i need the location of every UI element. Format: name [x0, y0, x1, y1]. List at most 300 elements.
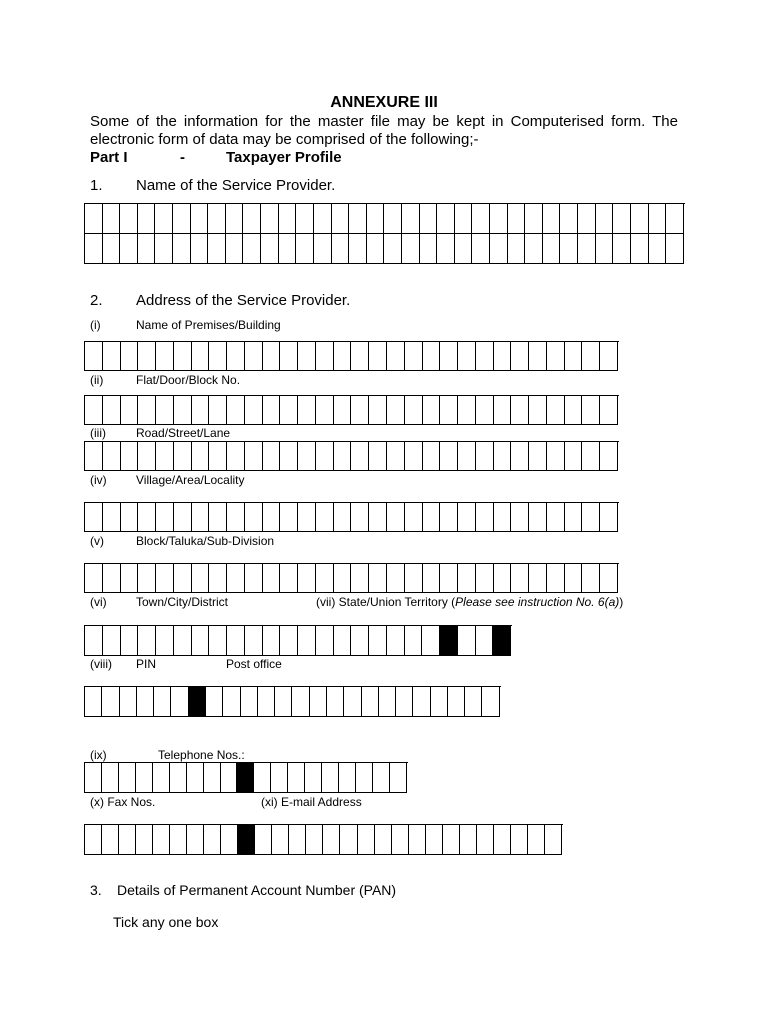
character-box[interactable]: [387, 396, 405, 425]
character-box[interactable]: [156, 626, 174, 656]
character-box[interactable]: [245, 396, 263, 425]
character-box[interactable]: [227, 342, 245, 371]
character-box[interactable]: [402, 204, 420, 234]
character-box[interactable]: [156, 396, 174, 425]
character-box[interactable]: [349, 234, 367, 264]
character-box[interactable]: [136, 763, 153, 793]
character-box[interactable]: [103, 626, 121, 656]
character-box[interactable]: [423, 442, 441, 471]
character-box[interactable]: [209, 342, 227, 371]
character-box[interactable]: [155, 234, 173, 264]
character-box[interactable]: [458, 442, 476, 471]
character-box[interactable]: [85, 687, 102, 717]
character-box[interactable]: [390, 763, 407, 793]
character-box[interactable]: [405, 442, 423, 471]
character-box[interactable]: [334, 503, 352, 532]
character-box[interactable]: [511, 342, 529, 371]
character-box[interactable]: [332, 234, 350, 264]
character-box[interactable]: [578, 204, 596, 234]
character-box[interactable]: [351, 503, 369, 532]
character-box[interactable]: [316, 564, 334, 593]
character-box[interactable]: [314, 204, 332, 234]
character-box[interactable]: [153, 763, 170, 793]
character-box[interactable]: [369, 442, 387, 471]
character-box[interactable]: [600, 342, 618, 371]
character-box[interactable]: [396, 687, 413, 717]
character-box[interactable]: [387, 503, 405, 532]
character-box[interactable]: [298, 626, 316, 656]
character-box[interactable]: [547, 564, 565, 593]
character-box[interactable]: [423, 342, 441, 371]
character-box[interactable]: [482, 687, 499, 717]
character-box[interactable]: [392, 825, 409, 855]
character-box[interactable]: [327, 687, 344, 717]
character-box[interactable]: [666, 204, 684, 234]
character-box[interactable]: [209, 396, 227, 425]
character-box[interactable]: [136, 825, 153, 855]
character-box[interactable]: [476, 342, 494, 371]
character-box[interactable]: [263, 626, 281, 656]
character-box[interactable]: [472, 204, 490, 234]
character-box[interactable]: [187, 763, 204, 793]
character-box[interactable]: [476, 626, 494, 656]
character-box[interactable]: [332, 204, 350, 234]
character-box[interactable]: [227, 396, 245, 425]
character-box[interactable]: [405, 564, 423, 593]
character-box[interactable]: [340, 825, 357, 855]
character-box[interactable]: [344, 687, 361, 717]
character-box[interactable]: [387, 564, 405, 593]
character-box[interactable]: [529, 503, 547, 532]
character-box[interactable]: [255, 825, 272, 855]
character-box[interactable]: [138, 564, 156, 593]
character-box[interactable]: [402, 234, 420, 264]
character-box[interactable]: [582, 442, 600, 471]
character-box[interactable]: [476, 503, 494, 532]
flat-door-block-boxes[interactable]: [84, 395, 619, 425]
character-box[interactable]: [156, 442, 174, 471]
character-box[interactable]: [174, 396, 192, 425]
character-box[interactable]: [596, 234, 614, 264]
character-box[interactable]: [280, 396, 298, 425]
character-box[interactable]: [289, 825, 306, 855]
character-box[interactable]: [204, 763, 221, 793]
character-box[interactable]: [206, 687, 223, 717]
character-box[interactable]: [138, 234, 156, 264]
character-box[interactable]: [511, 442, 529, 471]
character-box[interactable]: [316, 503, 334, 532]
character-box[interactable]: [103, 442, 121, 471]
character-box[interactable]: [121, 396, 139, 425]
character-box[interactable]: [334, 342, 352, 371]
character-box[interactable]: [511, 396, 529, 425]
character-box[interactable]: [476, 564, 494, 593]
character-box[interactable]: [119, 825, 136, 855]
character-box[interactable]: [525, 204, 543, 234]
character-box[interactable]: [437, 234, 455, 264]
character-box[interactable]: [138, 204, 156, 234]
character-box[interactable]: [613, 204, 631, 234]
character-box[interactable]: [458, 626, 476, 656]
character-box[interactable]: [288, 763, 305, 793]
character-box[interactable]: [280, 503, 298, 532]
character-box[interactable]: [279, 234, 297, 264]
town-city-district-state-boxes[interactable]: [84, 625, 512, 656]
character-box[interactable]: [490, 234, 508, 264]
character-box[interactable]: [298, 442, 316, 471]
character-box[interactable]: [298, 342, 316, 371]
character-box[interactable]: [103, 503, 121, 532]
character-box[interactable]: [423, 564, 441, 593]
character-box[interactable]: [547, 503, 565, 532]
character-box[interactable]: [314, 234, 332, 264]
character-box[interactable]: [263, 564, 281, 593]
character-box[interactable]: [103, 204, 121, 234]
character-box[interactable]: [192, 442, 210, 471]
character-box[interactable]: [529, 564, 547, 593]
character-box[interactable]: [221, 825, 238, 855]
character-box[interactable]: [226, 204, 244, 234]
character-box[interactable]: [275, 687, 292, 717]
character-box[interactable]: [121, 503, 139, 532]
character-box[interactable]: [600, 564, 618, 593]
character-box[interactable]: [171, 687, 188, 717]
character-box[interactable]: [296, 204, 314, 234]
character-box[interactable]: [245, 626, 263, 656]
character-box[interactable]: [455, 204, 473, 234]
character-box[interactable]: [227, 503, 245, 532]
character-box[interactable]: [565, 503, 583, 532]
character-box[interactable]: [263, 396, 281, 425]
character-box[interactable]: [631, 204, 649, 234]
character-box[interactable]: [351, 626, 369, 656]
character-box[interactable]: [296, 234, 314, 264]
premises-building-boxes[interactable]: [84, 341, 619, 371]
character-box[interactable]: [440, 342, 458, 371]
block-taluka-subdivision-boxes[interactable]: [84, 563, 619, 593]
character-box[interactable]: [280, 626, 298, 656]
character-box[interactable]: [384, 234, 402, 264]
character-box[interactable]: [305, 763, 322, 793]
character-box[interactable]: [241, 687, 258, 717]
character-box[interactable]: [261, 204, 279, 234]
character-box[interactable]: [465, 687, 482, 717]
character-box[interactable]: [547, 396, 565, 425]
character-box[interactable]: [208, 204, 226, 234]
character-box[interactable]: [191, 234, 209, 264]
character-box[interactable]: [649, 204, 667, 234]
character-box[interactable]: [582, 564, 600, 593]
character-box[interactable]: [85, 442, 103, 471]
character-box[interactable]: [375, 825, 392, 855]
character-box[interactable]: [477, 825, 494, 855]
character-box[interactable]: [263, 342, 281, 371]
character-box[interactable]: [298, 564, 316, 593]
character-box[interactable]: [85, 763, 102, 793]
character-box[interactable]: [85, 626, 103, 656]
character-box[interactable]: [119, 763, 136, 793]
character-box[interactable]: [204, 825, 221, 855]
character-box[interactable]: [226, 234, 244, 264]
character-box[interactable]: [102, 687, 119, 717]
character-box[interactable]: [369, 396, 387, 425]
character-box[interactable]: [582, 503, 600, 532]
character-box[interactable]: [102, 825, 119, 855]
service-provider-name-row-2[interactable]: [84, 234, 685, 264]
character-box[interactable]: [85, 825, 102, 855]
character-box[interactable]: [443, 825, 460, 855]
character-box[interactable]: [422, 626, 440, 656]
character-box[interactable]: [349, 204, 367, 234]
character-box[interactable]: [543, 234, 561, 264]
character-box[interactable]: [174, 564, 192, 593]
character-box[interactable]: [458, 396, 476, 425]
character-box[interactable]: [227, 626, 245, 656]
character-box[interactable]: [423, 396, 441, 425]
character-box[interactable]: [351, 564, 369, 593]
character-box[interactable]: [387, 442, 405, 471]
character-box[interactable]: [271, 763, 288, 793]
character-box[interactable]: [316, 442, 334, 471]
character-box[interactable]: [458, 503, 476, 532]
character-box[interactable]: [174, 442, 192, 471]
character-box[interactable]: [448, 687, 465, 717]
character-box[interactable]: [263, 442, 281, 471]
telephone-numbers-boxes[interactable]: [84, 762, 408, 793]
character-box[interactable]: [460, 825, 477, 855]
character-box[interactable]: [187, 825, 204, 855]
character-box[interactable]: [102, 763, 119, 793]
character-box[interactable]: [547, 442, 565, 471]
character-box[interactable]: [153, 825, 170, 855]
character-box[interactable]: [613, 234, 631, 264]
character-box[interactable]: [85, 204, 103, 234]
road-street-lane-boxes[interactable]: [84, 441, 619, 471]
character-box[interactable]: [170, 825, 187, 855]
character-box[interactable]: [494, 564, 512, 593]
character-box[interactable]: [334, 396, 352, 425]
character-box[interactable]: [209, 626, 227, 656]
character-box[interactable]: [529, 342, 547, 371]
character-box[interactable]: [334, 564, 352, 593]
character-box[interactable]: [508, 234, 526, 264]
character-box[interactable]: [306, 825, 323, 855]
character-box[interactable]: [600, 503, 618, 532]
character-box[interactable]: [494, 503, 512, 532]
character-box[interactable]: [121, 442, 139, 471]
character-box[interactable]: [138, 342, 156, 371]
character-box[interactable]: [138, 503, 156, 532]
character-box[interactable]: [379, 687, 396, 717]
character-box[interactable]: [261, 234, 279, 264]
character-box[interactable]: [155, 204, 173, 234]
character-box[interactable]: [298, 503, 316, 532]
character-box[interactable]: [298, 396, 316, 425]
character-box[interactable]: [545, 825, 562, 855]
character-box[interactable]: [191, 204, 209, 234]
character-box[interactable]: [582, 396, 600, 425]
character-box[interactable]: [209, 564, 227, 593]
character-box[interactable]: [508, 204, 526, 234]
character-box[interactable]: [565, 564, 583, 593]
character-box[interactable]: [334, 626, 352, 656]
character-box[interactable]: [173, 234, 191, 264]
character-box[interactable]: [156, 564, 174, 593]
character-box[interactable]: [565, 342, 583, 371]
character-box[interactable]: [373, 763, 390, 793]
character-box[interactable]: [243, 204, 261, 234]
character-box[interactable]: [528, 825, 545, 855]
character-box[interactable]: [223, 687, 240, 717]
character-box[interactable]: [322, 763, 339, 793]
character-box[interactable]: [369, 342, 387, 371]
character-box[interactable]: [138, 396, 156, 425]
character-box[interactable]: [174, 342, 192, 371]
character-box[interactable]: [85, 564, 103, 593]
character-box[interactable]: [156, 342, 174, 371]
character-box[interactable]: [120, 204, 138, 234]
character-box[interactable]: [154, 687, 171, 717]
character-box[interactable]: [405, 342, 423, 371]
character-box[interactable]: [221, 763, 238, 793]
character-box[interactable]: [208, 234, 226, 264]
character-box[interactable]: [85, 342, 103, 371]
character-box[interactable]: [423, 503, 441, 532]
character-box[interactable]: [440, 396, 458, 425]
character-box[interactable]: [440, 503, 458, 532]
character-box[interactable]: [560, 204, 578, 234]
character-box[interactable]: [85, 396, 103, 425]
character-box[interactable]: [525, 234, 543, 264]
character-box[interactable]: [174, 626, 192, 656]
character-box[interactable]: [192, 396, 210, 425]
character-box[interactable]: [600, 442, 618, 471]
character-box[interactable]: [494, 396, 512, 425]
character-box[interactable]: [103, 396, 121, 425]
character-box[interactable]: [458, 564, 476, 593]
character-box[interactable]: [455, 234, 473, 264]
character-box[interactable]: [458, 342, 476, 371]
character-box[interactable]: [316, 626, 334, 656]
character-box[interactable]: [103, 564, 121, 593]
character-box[interactable]: [138, 442, 156, 471]
character-box[interactable]: [413, 687, 430, 717]
character-box[interactable]: [511, 503, 529, 532]
character-box[interactable]: [323, 825, 340, 855]
character-box[interactable]: [137, 687, 154, 717]
character-box[interactable]: [156, 503, 174, 532]
fax-email-boxes[interactable]: [84, 824, 563, 855]
character-box[interactable]: [511, 825, 528, 855]
character-box[interactable]: [426, 825, 443, 855]
character-box[interactable]: [565, 396, 583, 425]
character-box[interactable]: [649, 234, 667, 264]
character-box[interactable]: [227, 442, 245, 471]
character-box[interactable]: [316, 342, 334, 371]
character-box[interactable]: [245, 342, 263, 371]
character-box[interactable]: [170, 763, 187, 793]
character-box[interactable]: [420, 204, 438, 234]
character-box[interactable]: [560, 234, 578, 264]
character-box[interactable]: [280, 564, 298, 593]
character-box[interactable]: [174, 503, 192, 532]
character-box[interactable]: [529, 442, 547, 471]
character-box[interactable]: [582, 342, 600, 371]
character-box[interactable]: [494, 825, 511, 855]
character-box[interactable]: [272, 825, 289, 855]
character-box[interactable]: [243, 234, 261, 264]
character-box[interactable]: [103, 342, 121, 371]
character-box[interactable]: [103, 234, 121, 264]
character-box[interactable]: [369, 626, 387, 656]
character-box[interactable]: [258, 687, 275, 717]
character-box[interactable]: [192, 564, 210, 593]
village-area-locality-boxes[interactable]: [84, 502, 619, 532]
character-box[interactable]: [369, 564, 387, 593]
character-box[interactable]: [600, 396, 618, 425]
character-box[interactable]: [339, 763, 356, 793]
character-box[interactable]: [351, 342, 369, 371]
character-box[interactable]: [192, 342, 210, 371]
character-box[interactable]: [227, 564, 245, 593]
character-box[interactable]: [209, 503, 227, 532]
character-box[interactable]: [420, 234, 438, 264]
character-box[interactable]: [490, 204, 508, 234]
character-box[interactable]: [173, 204, 191, 234]
character-box[interactable]: [494, 442, 512, 471]
service-provider-name-row-1[interactable]: [84, 203, 685, 234]
character-box[interactable]: [472, 234, 490, 264]
character-box[interactable]: [254, 763, 271, 793]
character-box[interactable]: [369, 503, 387, 532]
character-box[interactable]: [387, 342, 405, 371]
character-box[interactable]: [367, 204, 385, 234]
pin-post-office-boxes[interactable]: [84, 686, 501, 717]
character-box[interactable]: [120, 687, 137, 717]
character-box[interactable]: [405, 503, 423, 532]
character-box[interactable]: [384, 204, 402, 234]
character-box[interactable]: [138, 626, 156, 656]
character-box[interactable]: [565, 442, 583, 471]
character-box[interactable]: [405, 396, 423, 425]
character-box[interactable]: [631, 234, 649, 264]
character-box[interactable]: [279, 204, 297, 234]
character-box[interactable]: [120, 234, 138, 264]
character-box[interactable]: [316, 396, 334, 425]
character-box[interactable]: [85, 234, 103, 264]
character-box[interactable]: [280, 342, 298, 371]
character-box[interactable]: [494, 342, 512, 371]
character-box[interactable]: [209, 442, 227, 471]
character-box[interactable]: [666, 234, 684, 264]
character-box[interactable]: [192, 503, 210, 532]
character-box[interactable]: [431, 687, 448, 717]
character-box[interactable]: [85, 503, 103, 532]
character-box[interactable]: [245, 503, 263, 532]
character-box[interactable]: [292, 687, 309, 717]
character-box[interactable]: [263, 503, 281, 532]
character-box[interactable]: [362, 687, 379, 717]
character-box[interactable]: [409, 825, 426, 855]
character-box[interactable]: [121, 564, 139, 593]
character-box[interactable]: [351, 442, 369, 471]
character-box[interactable]: [476, 396, 494, 425]
character-box[interactable]: [547, 342, 565, 371]
character-box[interactable]: [121, 626, 139, 656]
character-box[interactable]: [596, 204, 614, 234]
character-box[interactable]: [405, 626, 423, 656]
character-box[interactable]: [356, 763, 373, 793]
